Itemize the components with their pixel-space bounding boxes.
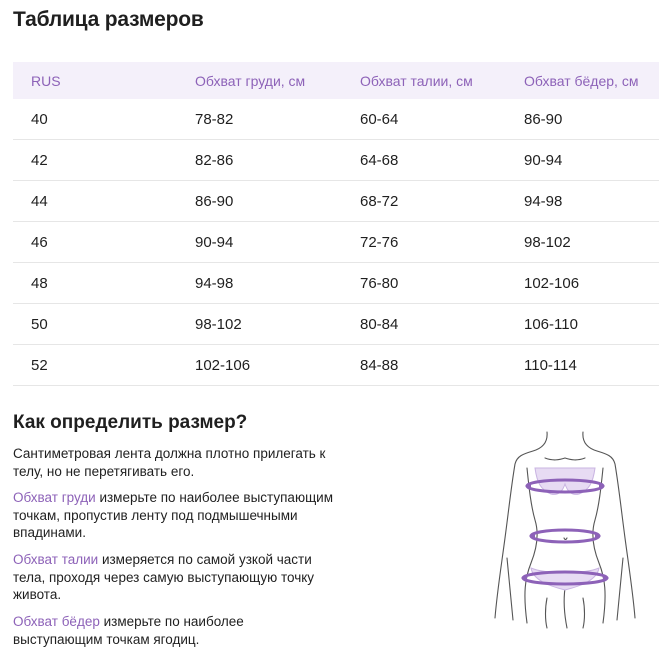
table-row bbox=[13, 222, 659, 263]
cell-hips: 110-114 bbox=[524, 356, 577, 374]
cell-chest: 78-82 bbox=[195, 110, 234, 128]
cell-size: 48 bbox=[31, 274, 48, 292]
header-rus: RUS bbox=[31, 72, 61, 89]
cell-hips: 98-102 bbox=[524, 233, 571, 251]
cell-size: 44 bbox=[31, 192, 48, 210]
cell-size: 52 bbox=[31, 356, 48, 374]
cell-size: 42 bbox=[31, 151, 48, 169]
cell-waist: 80-84 bbox=[360, 315, 399, 333]
size-table bbox=[13, 62, 659, 386]
table-row bbox=[13, 263, 659, 304]
hips-term: Обхват бёдер bbox=[13, 614, 100, 629]
cell-chest: 90-94 bbox=[195, 233, 234, 251]
cell-hips: 106-110 bbox=[524, 315, 578, 333]
cell-chest: 102-106 bbox=[195, 356, 251, 374]
body-measurement-illustration bbox=[485, 428, 645, 633]
guide-waist bbox=[13, 551, 333, 604]
cell-chest: 82-86 bbox=[195, 151, 234, 169]
guide-heading: Как определить размер? bbox=[13, 412, 248, 433]
cell-waist: 84-88 bbox=[360, 356, 399, 374]
cell-hips: 94-98 bbox=[524, 192, 563, 210]
guide-hips bbox=[13, 613, 333, 648]
header-chest: Обхват груди, см bbox=[195, 72, 306, 89]
table-row bbox=[13, 181, 659, 222]
cell-waist: 64-68 bbox=[360, 151, 399, 169]
cell-chest: 94-98 bbox=[195, 274, 234, 292]
table-row bbox=[13, 304, 659, 345]
cell-hips: 102-106 bbox=[524, 274, 580, 292]
cell-chest: 86-90 bbox=[195, 192, 234, 210]
chest-text: измерьте по наиболее выступающим точкам, пропустив ленту под подмышечными впадинами. bbox=[13, 490, 333, 540]
waist-text: измеряется по самой узкой части тела, проходя через самую выступающую точку живота. bbox=[13, 552, 315, 602]
cell-size: 46 bbox=[31, 233, 48, 251]
waist-term: Обхват талии bbox=[13, 552, 99, 567]
cell-hips: 90-94 bbox=[524, 151, 563, 169]
cell-waist: 76-80 bbox=[360, 274, 399, 292]
cell-size: 40 bbox=[31, 110, 48, 128]
cell-chest: 98-102 bbox=[195, 315, 242, 333]
cell-waist: 68-72 bbox=[360, 192, 399, 210]
cell-waist: 72-76 bbox=[360, 233, 399, 251]
header-waist: Обхват талии, см bbox=[360, 72, 473, 89]
guide-chest bbox=[13, 489, 333, 542]
cell-hips: 86-90 bbox=[524, 110, 563, 128]
table-row bbox=[13, 99, 659, 140]
guide-intro: Сантиметровая лента должна плотно прилегать к телу, но не перетягивать его. bbox=[13, 446, 326, 479]
table-header bbox=[13, 62, 659, 99]
page-title: Таблица размеров bbox=[13, 8, 204, 31]
hips-text: измерьте по наиболее выступающим точкам ягодиц. bbox=[13, 614, 244, 647]
header-hips: Обхват бёдер, см bbox=[524, 72, 639, 89]
cell-size: 50 bbox=[31, 315, 48, 333]
cell-waist: 60-64 bbox=[360, 110, 399, 128]
table-row bbox=[13, 345, 659, 386]
table-row bbox=[13, 140, 659, 181]
chest-term: Обхват груди bbox=[13, 490, 96, 505]
